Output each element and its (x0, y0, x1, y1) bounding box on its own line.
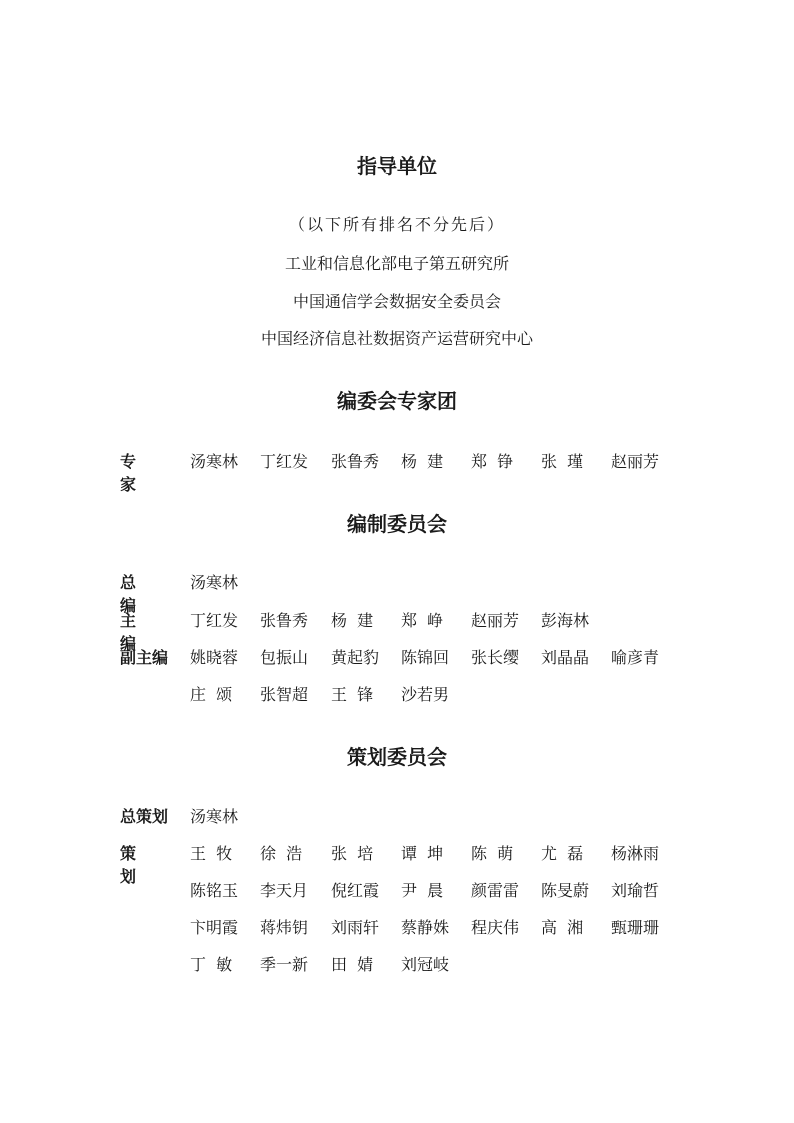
person-name: 汤寒林 (190, 452, 239, 471)
person-name: 陈锦回 (401, 648, 450, 667)
person-name: 王 锋 (331, 685, 374, 704)
chief-editor-label: 总编 (120, 573, 150, 615)
person-name: 陈旻蔚 (541, 881, 590, 900)
person-name: 季一新 (260, 955, 309, 974)
expert-panel-heading: 编委会专家团 (337, 389, 457, 413)
guidance-heading: 指导单位 (357, 154, 437, 178)
editorial-committee-heading: 编制委员会 (347, 512, 447, 536)
person-name: 丁红发 (190, 611, 239, 630)
person-name: 丁 敏 (190, 955, 233, 974)
person-name: 倪红霞 (331, 881, 380, 900)
person-name: 尤 磊 (541, 844, 584, 863)
person-name: 丁红发 (260, 452, 309, 471)
person-name: 刘瑜哲 (611, 881, 660, 900)
person-name: 颜雷雷 (471, 881, 520, 900)
person-name: 刘雨轩 (331, 918, 380, 937)
guidance-org-3: 中国经济信息社数据资产运营研究中心 (260, 329, 533, 348)
person-name: 徐 浩 (260, 844, 303, 863)
guidance-org-2: 中国通信学会数据安全委员会 (292, 292, 501, 311)
person-name: 陈 萌 (471, 844, 514, 863)
person-name: 刘晶晶 (541, 648, 590, 667)
chief-planner-label: 总策划 (120, 807, 169, 826)
person-name: 蒋炜钥 (260, 918, 309, 937)
person-name: 杨淋雨 (611, 844, 660, 863)
person-name: 包振山 (260, 648, 309, 667)
person-name: 张 瑾 (541, 452, 584, 471)
experts-label: 专家 (120, 452, 150, 494)
person-name: 张长缨 (471, 648, 520, 667)
person-name: 黄起豹 (331, 648, 380, 667)
guidance-org-1: 工业和信息化部电子第五研究所 (284, 254, 509, 273)
person-name: 张鲁秀 (331, 452, 380, 471)
editor-label: 主编 (120, 611, 150, 653)
person-name: 彭海林 (541, 611, 590, 630)
person-name: 郑 铮 (471, 452, 514, 471)
deputy-editor-label: 副主编 (120, 648, 169, 667)
person-name: 刘冠岐 (401, 955, 450, 974)
person-name: 沙若男 (401, 685, 450, 704)
person-name: 庄 颂 (190, 685, 233, 704)
person-name: 高 湘 (541, 918, 584, 937)
person-name: 杨 建 (331, 611, 374, 630)
person-name: 张 培 (331, 844, 374, 863)
person-name: 田 婧 (331, 955, 374, 974)
person-name: 卞明霞 (190, 918, 239, 937)
person-name: 李天月 (260, 881, 309, 900)
person-name: 谭 坤 (401, 844, 444, 863)
planning-committee-heading: 策划委员会 (347, 745, 447, 769)
person-name: 郑 峥 (401, 611, 444, 630)
person-name: 汤寒林 (190, 807, 239, 826)
person-name: 赵丽芳 (471, 611, 520, 630)
person-name: 赵丽芳 (611, 452, 660, 471)
person-name: 蔡静姝 (401, 918, 450, 937)
person-name: 张鲁秀 (260, 611, 309, 630)
person-name: 尹 晨 (401, 881, 444, 900)
person-name: 喻彦青 (611, 648, 660, 667)
ranking-note: （以下所有排名不分先后） (288, 215, 505, 234)
person-name: 程庆伟 (471, 918, 520, 937)
person-name: 姚晓蓉 (190, 648, 239, 667)
person-name: 甄珊珊 (611, 918, 660, 937)
person-name: 张智超 (260, 685, 309, 704)
person-name: 杨 建 (401, 452, 444, 471)
planner-label: 策划 (120, 844, 150, 886)
person-name: 陈铭玉 (190, 881, 239, 900)
person-name: 汤寒林 (190, 573, 239, 592)
person-name: 王 牧 (190, 844, 233, 863)
